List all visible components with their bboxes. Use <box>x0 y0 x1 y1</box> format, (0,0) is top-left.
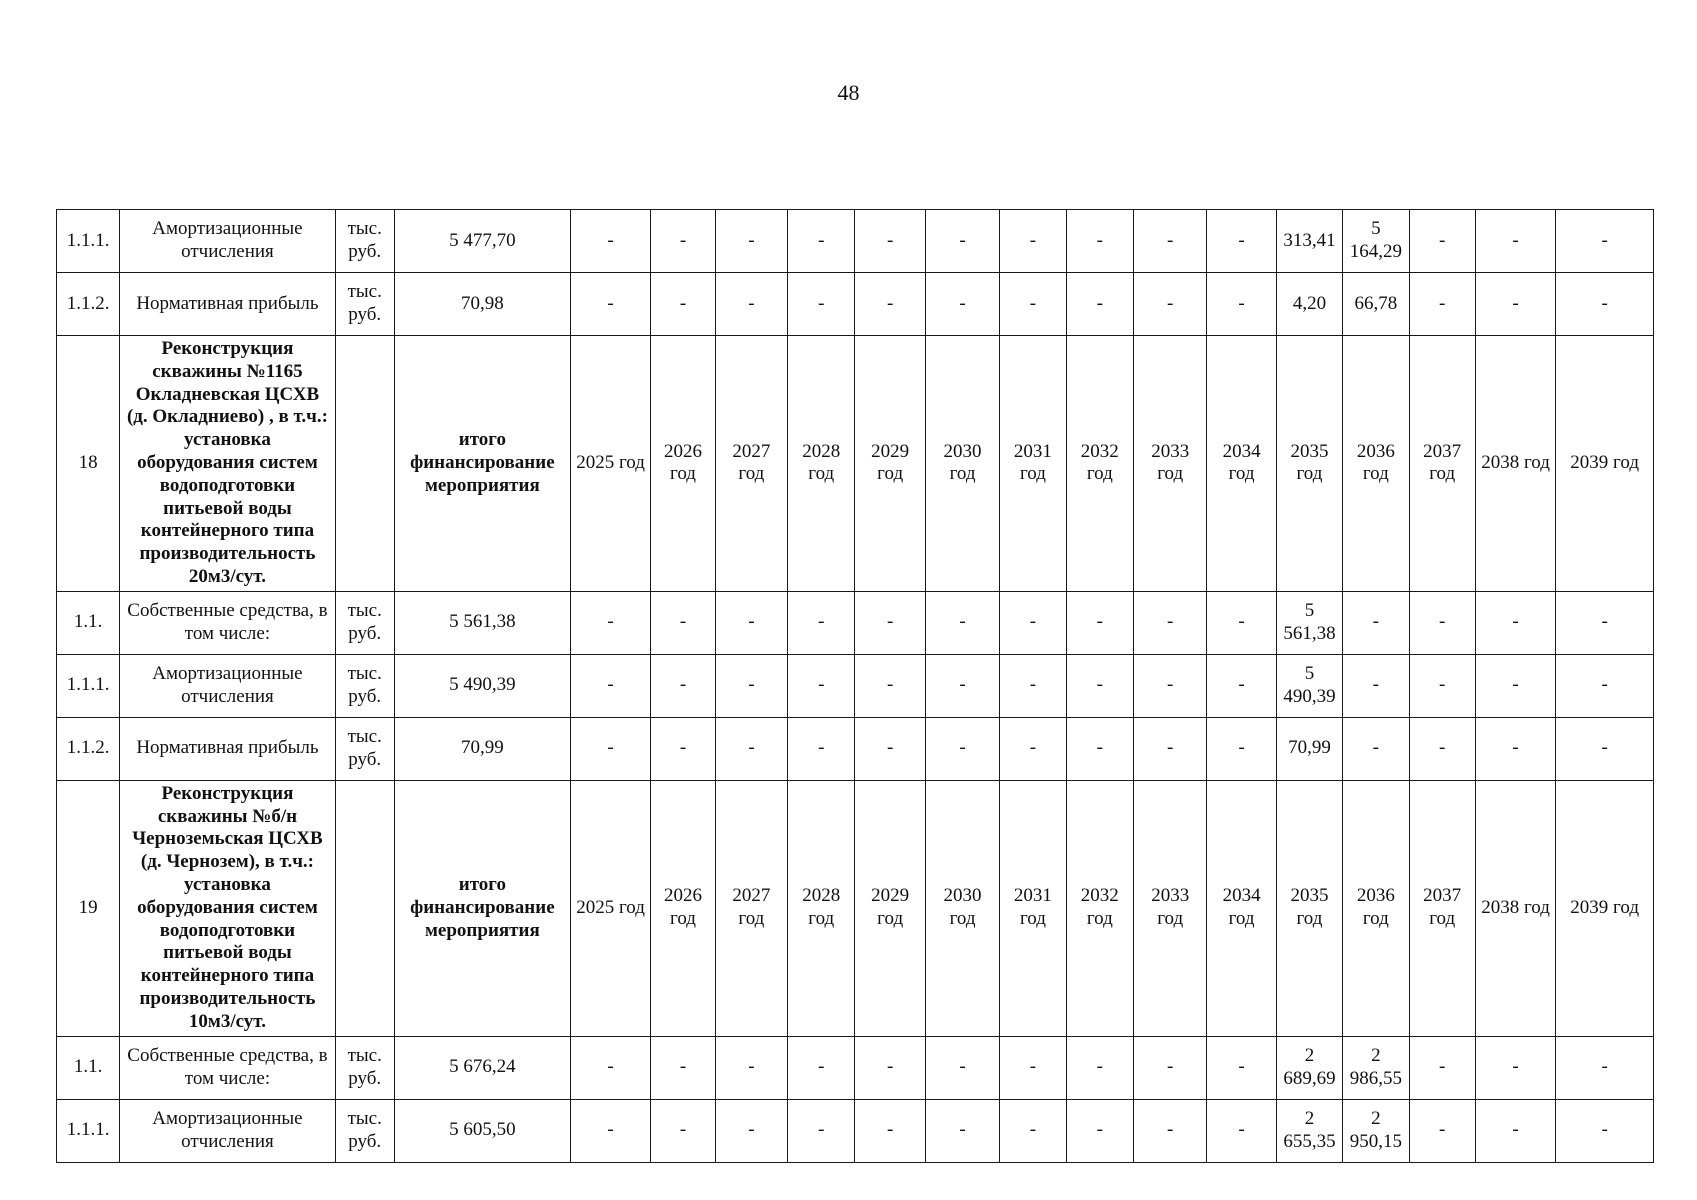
year-value-cell: - <box>1475 210 1555 273</box>
year-value-cell: - <box>1207 273 1276 336</box>
year-header-cell: 2039 год <box>1556 336 1654 592</box>
year-header-cell: 2037 год <box>1409 780 1475 1036</box>
year-header-cell: 2028 год <box>788 336 855 592</box>
year-value-cell: - <box>855 1099 925 1162</box>
year-value-cell: - <box>570 654 650 717</box>
unit-cell: тыс. руб. <box>335 1036 394 1099</box>
year-value-cell: - <box>1475 654 1555 717</box>
year-header-cell: 2036 год <box>1343 780 1409 1036</box>
project-title-cell: Реконструкция скважины №б/н Черноземьская ЦСХВ (д. Чернозем), в т.ч.: установка оборудования систем водоподготовки питьевой воды контейнерного типа производительность 10м3/сут. <box>120 780 335 1036</box>
year-value-cell: - <box>715 1099 787 1162</box>
year-value-cell: - <box>1207 1036 1276 1099</box>
year-value-cell: 66,78 <box>1343 273 1409 336</box>
year-value-cell: - <box>1556 1036 1654 1099</box>
year-value-cell: - <box>1000 273 1066 336</box>
year-header-cell: 2031 год <box>1000 780 1066 1036</box>
year-value-cell: - <box>925 1036 999 1099</box>
year-value-cell: - <box>1000 1099 1066 1162</box>
year-value-cell: - <box>1343 654 1409 717</box>
year-value-cell: - <box>715 717 787 780</box>
table-row <box>57 717 1654 780</box>
year-value-cell: - <box>570 210 650 273</box>
year-value-cell: - <box>1556 1099 1654 1162</box>
total-value-cell: 70,99 <box>394 717 570 780</box>
year-header-cell: 2027 год <box>715 780 787 1036</box>
row-code-cell: 1.1.1. <box>57 1099 120 1162</box>
year-header-cell: 2034 год <box>1207 336 1276 592</box>
year-value-cell: - <box>788 591 855 654</box>
table-row <box>57 1036 1654 1099</box>
row-code-cell: 1.1.1. <box>57 654 120 717</box>
year-value-cell: 5 490,39 <box>1276 654 1342 717</box>
unit-cell: тыс. руб. <box>335 1099 394 1162</box>
table-row <box>57 1099 1654 1162</box>
row-label-cell: Амортизационные отчисления <box>120 210 335 273</box>
year-value-cell: - <box>1133 717 1206 780</box>
year-value-cell: 2 689,69 <box>1276 1036 1342 1099</box>
year-value-cell: - <box>1207 210 1276 273</box>
year-value-cell: 70,99 <box>1276 717 1342 780</box>
year-value-cell: - <box>1409 1099 1475 1162</box>
year-value-cell: - <box>1475 717 1555 780</box>
year-value-cell: - <box>1066 210 1133 273</box>
year-value-cell: 5 164,29 <box>1343 210 1409 273</box>
year-header-cell: 2036 год <box>1343 336 1409 592</box>
year-value-cell: - <box>651 591 715 654</box>
year-header-cell: 2029 год <box>855 336 925 592</box>
total-header-cell: итого финансирование мероприятия <box>394 780 570 1036</box>
year-value-cell: - <box>651 273 715 336</box>
year-value-cell: - <box>855 717 925 780</box>
year-value-cell: 2 986,55 <box>1343 1036 1409 1099</box>
year-value-cell: - <box>1556 273 1654 336</box>
year-value-cell: - <box>570 717 650 780</box>
year-value-cell: - <box>1000 210 1066 273</box>
year-value-cell: - <box>1207 1099 1276 1162</box>
year-value-cell: 4,20 <box>1276 273 1342 336</box>
year-header-cell: 2030 год <box>925 780 999 1036</box>
year-header-cell: 2033 год <box>1133 780 1206 1036</box>
row-code-cell: 1.1. <box>57 591 120 654</box>
year-value-cell: - <box>1000 1036 1066 1099</box>
year-value-cell: - <box>788 717 855 780</box>
year-value-cell: - <box>715 591 787 654</box>
year-value-cell: - <box>925 717 999 780</box>
year-value-cell: - <box>788 210 855 273</box>
year-value-cell: - <box>1133 273 1206 336</box>
total-value-cell: 5 477,70 <box>394 210 570 273</box>
year-header-cell: 2039 год <box>1556 780 1654 1036</box>
year-header-cell: 2030 год <box>925 336 999 592</box>
total-value-cell: 5 676,24 <box>394 1036 570 1099</box>
year-value-cell: - <box>1066 1036 1133 1099</box>
year-value-cell: - <box>788 1099 855 1162</box>
year-header-cell: 2031 год <box>1000 336 1066 592</box>
year-value-cell: - <box>1000 717 1066 780</box>
year-value-cell: - <box>651 1036 715 1099</box>
row-code-cell: 18 <box>57 336 120 592</box>
year-value-cell: - <box>1475 591 1555 654</box>
year-value-cell: - <box>651 654 715 717</box>
year-header-cell: 2029 год <box>855 780 925 1036</box>
project-title-cell: Реконструкция скважины №1165 Окладневская ЦСХВ (д. Окладниево) , в т.ч.: установка оборудования систем водоподготовки питьевой воды контейнерного типа производительность 20м3/сут. <box>120 336 335 592</box>
year-value-cell: - <box>651 210 715 273</box>
row-code-cell: 1.1.1. <box>57 210 120 273</box>
year-value-cell: - <box>1556 210 1654 273</box>
year-header-cell: 2028 год <box>788 780 855 1036</box>
table-row <box>57 273 1654 336</box>
year-value-cell: - <box>1556 717 1654 780</box>
year-value-cell: - <box>1133 1099 1206 1162</box>
total-header-cell: итого финансирование мероприятия <box>394 336 570 592</box>
financing-table <box>56 209 1654 1163</box>
year-value-cell: - <box>570 1036 650 1099</box>
year-value-cell: - <box>1133 591 1206 654</box>
year-value-cell: 313,41 <box>1276 210 1342 273</box>
year-value-cell: - <box>715 210 787 273</box>
year-value-cell: - <box>651 1099 715 1162</box>
row-label-cell: Собственные средства, в том числе: <box>120 1036 335 1099</box>
row-label-cell: Собственные средства, в том числе: <box>120 591 335 654</box>
year-value-cell: - <box>855 591 925 654</box>
year-header-cell: 2037 год <box>1409 336 1475 592</box>
year-value-cell: - <box>1000 591 1066 654</box>
row-label-cell: Амортизационные отчисления <box>120 1099 335 1162</box>
total-value-cell: 5 490,39 <box>394 654 570 717</box>
year-value-cell: - <box>1066 654 1133 717</box>
unit-cell: тыс. руб. <box>335 591 394 654</box>
table-row <box>57 591 1654 654</box>
year-value-cell: - <box>570 1099 650 1162</box>
year-value-cell: - <box>570 591 650 654</box>
row-code-cell: 19 <box>57 780 120 1036</box>
row-label-cell: Нормативная прибыль <box>120 273 335 336</box>
total-value-cell: 5 561,38 <box>394 591 570 654</box>
year-value-cell: 5 561,38 <box>1276 591 1342 654</box>
year-value-cell: - <box>855 273 925 336</box>
year-header-cell: 2035 год <box>1276 336 1342 592</box>
year-value-cell: - <box>1409 1036 1475 1099</box>
year-value-cell: - <box>715 273 787 336</box>
year-value-cell: - <box>1409 717 1475 780</box>
year-header-cell: 2038 год <box>1475 336 1555 592</box>
year-value-cell: - <box>1556 654 1654 717</box>
unit-cell: тыс. руб. <box>335 654 394 717</box>
year-value-cell: - <box>1475 1036 1555 1099</box>
year-value-cell: - <box>1409 654 1475 717</box>
year-value-cell: - <box>1133 1036 1206 1099</box>
year-value-cell: - <box>1475 1099 1555 1162</box>
unit-cell: тыс. руб. <box>335 210 394 273</box>
unit-cell <box>335 780 394 1036</box>
year-value-cell: - <box>855 210 925 273</box>
row-code-cell: 1.1.2. <box>57 717 120 780</box>
year-value-cell: - <box>1409 273 1475 336</box>
page-number: 48 <box>837 80 860 105</box>
year-value-cell: - <box>925 591 999 654</box>
year-value-cell: - <box>1475 273 1555 336</box>
project-header-row <box>57 336 1654 592</box>
year-value-cell: - <box>788 273 855 336</box>
year-value-cell: - <box>1207 591 1276 654</box>
year-header-cell: 2035 год <box>1276 780 1342 1036</box>
project-header-row <box>57 780 1654 1036</box>
year-value-cell: - <box>1207 654 1276 717</box>
year-value-cell: - <box>1343 591 1409 654</box>
row-label-cell: Нормативная прибыль <box>120 717 335 780</box>
year-value-cell: - <box>715 654 787 717</box>
year-header-cell: 2025 год <box>570 336 650 592</box>
year-value-cell: - <box>570 273 650 336</box>
year-header-cell: 2033 год <box>1133 336 1206 592</box>
year-value-cell: - <box>1207 717 1276 780</box>
total-value-cell: 5 605,50 <box>394 1099 570 1162</box>
unit-cell: тыс. руб. <box>335 273 394 336</box>
year-value-cell: - <box>788 1036 855 1099</box>
year-value-cell: - <box>925 654 999 717</box>
year-value-cell: - <box>1066 1099 1133 1162</box>
year-value-cell: - <box>1409 210 1475 273</box>
year-value-cell: - <box>925 210 999 273</box>
table-body <box>57 210 1654 1163</box>
year-value-cell: - <box>1133 210 1206 273</box>
year-value-cell: - <box>715 1036 787 1099</box>
table-row <box>57 654 1654 717</box>
row-code-cell: 1.1. <box>57 1036 120 1099</box>
year-header-cell: 2038 год <box>1475 780 1555 1036</box>
year-value-cell: - <box>1133 654 1206 717</box>
year-value-cell: - <box>1066 591 1133 654</box>
row-code-cell: 1.1.2. <box>57 273 120 336</box>
year-value-cell: - <box>855 654 925 717</box>
unit-cell <box>335 336 394 592</box>
year-value-cell: - <box>1066 717 1133 780</box>
year-header-cell: 2026 год <box>651 336 715 592</box>
year-header-cell: 2027 год <box>715 336 787 592</box>
year-header-cell: 2025 год <box>570 780 650 1036</box>
year-value-cell: 2 655,35 <box>1276 1099 1342 1162</box>
year-value-cell: 2 950,15 <box>1343 1099 1409 1162</box>
year-value-cell: - <box>925 1099 999 1162</box>
year-header-cell: 2026 год <box>651 780 715 1036</box>
year-value-cell: - <box>651 717 715 780</box>
year-value-cell: - <box>1409 591 1475 654</box>
year-value-cell: - <box>1066 273 1133 336</box>
year-header-cell: 2032 год <box>1066 780 1133 1036</box>
year-value-cell: - <box>925 273 999 336</box>
unit-cell: тыс. руб. <box>335 717 394 780</box>
year-header-cell: 2034 год <box>1207 780 1276 1036</box>
year-value-cell: - <box>1000 654 1066 717</box>
total-value-cell: 70,98 <box>394 273 570 336</box>
year-header-cell: 2032 год <box>1066 336 1133 592</box>
year-value-cell: - <box>855 1036 925 1099</box>
row-label-cell: Амортизационные отчисления <box>120 654 335 717</box>
year-value-cell: - <box>1556 591 1654 654</box>
year-value-cell: - <box>788 654 855 717</box>
year-value-cell: - <box>1343 717 1409 780</box>
table-row <box>57 210 1654 273</box>
